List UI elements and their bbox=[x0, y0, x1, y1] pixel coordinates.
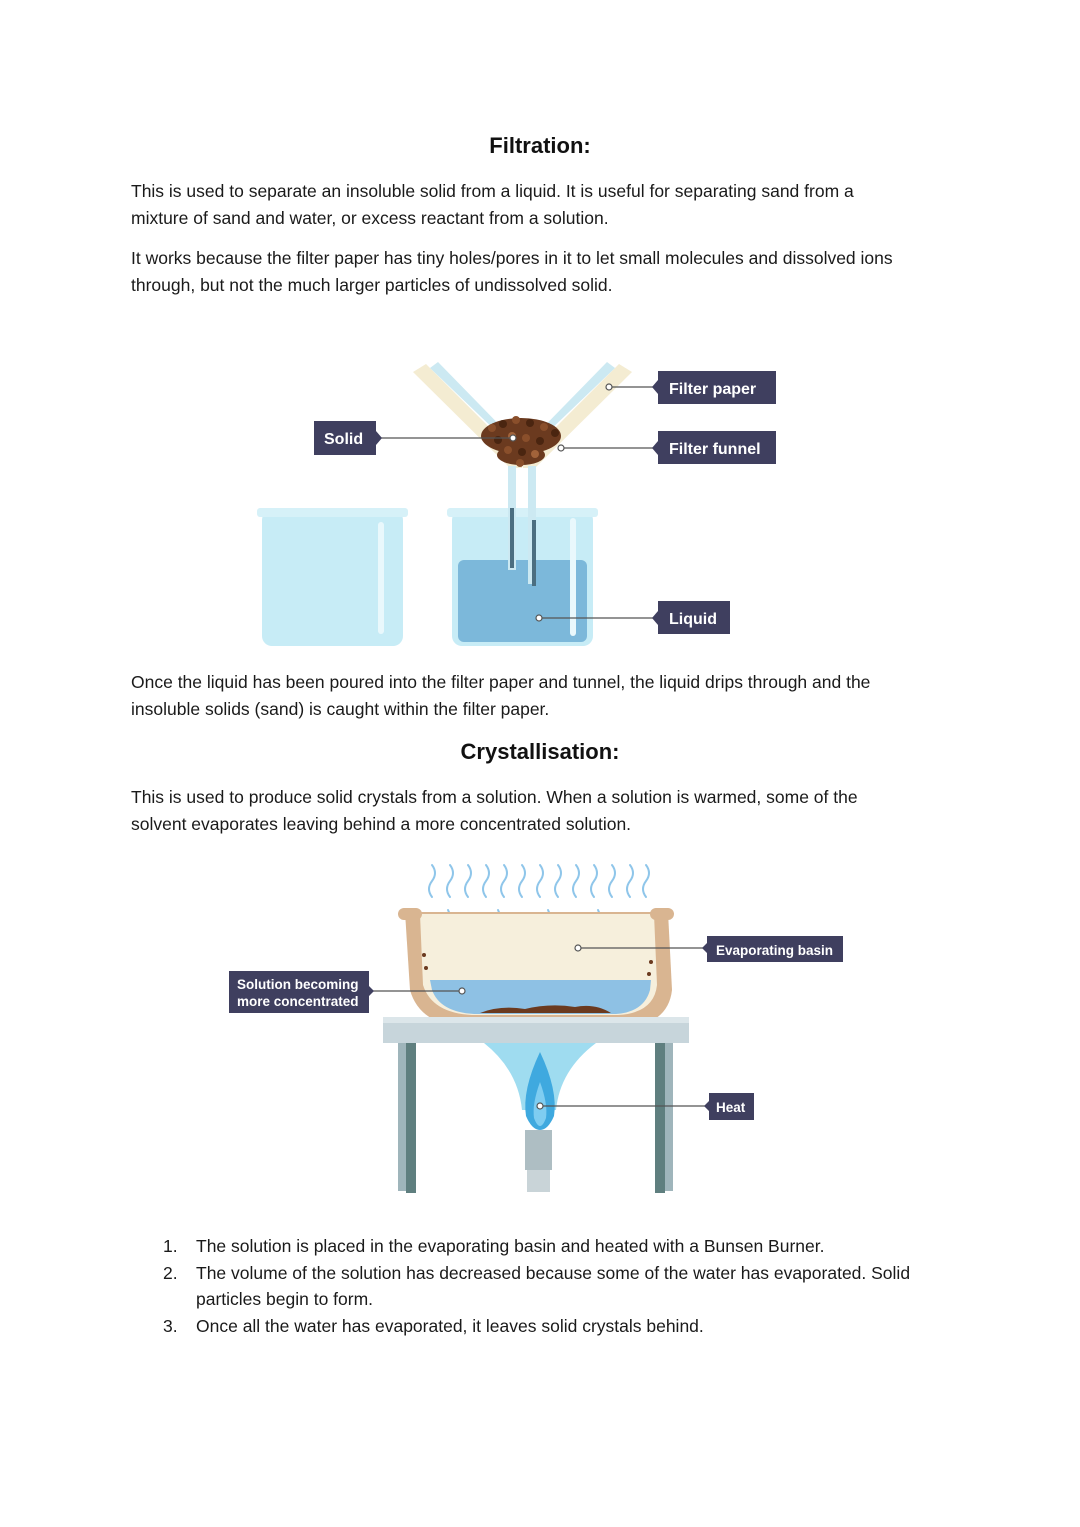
evaporating-basin bbox=[398, 908, 674, 1028]
svg-text:Heat: Heat bbox=[716, 1100, 746, 1115]
liquid-filtrate bbox=[458, 560, 587, 642]
svg-text:Liquid: Liquid bbox=[669, 611, 717, 628]
svg-text:Solid: Solid bbox=[324, 431, 364, 448]
label-filter-paper bbox=[652, 371, 776, 404]
label-filter-funnel bbox=[652, 431, 776, 464]
crystallisation-steps-list bbox=[163, 1233, 963, 1339]
label-heat bbox=[704, 1093, 754, 1120]
filtration-heading: Filtration: bbox=[489, 133, 591, 158]
list-item: 1. The solution is placed in the evaporating basin and heated with a Bunsen Burner. bbox=[163, 1236, 825, 1256]
solid-sand bbox=[481, 416, 561, 467]
list-item: 3. Once all the water has evaporated, it leaves solid crystals behind. bbox=[163, 1315, 704, 1336]
label-liquid bbox=[652, 601, 730, 634]
label-solution-becoming-more-concentrated bbox=[229, 971, 374, 1013]
empty-beaker bbox=[257, 508, 408, 646]
list-item: 2. The volume of the solution has decreased because some of the water has evaporated. Solid particles begin to form. bbox=[163, 1262, 911, 1309]
svg-text:more concentrated: more concentrated bbox=[237, 994, 359, 1009]
label-solid bbox=[314, 421, 382, 455]
svg-text:Evaporating basin: Evaporating basin bbox=[716, 943, 834, 958]
crystallisation-heading: Crystallisation: bbox=[460, 739, 620, 764]
filtration-intro-paragraph: This is used to separate an insoluble solid from a liquid. It is useful for separating sand from a mixture of sand and water, or excess reactant from a solution. bbox=[131, 181, 854, 228]
svg-text:Filter funnel: Filter funnel bbox=[669, 441, 761, 458]
bunsen-burner bbox=[484, 1043, 596, 1192]
collecting-beaker bbox=[447, 508, 598, 646]
filtration-how-it-works-paragraph: It works because the filter paper has tiny holes/pores in it to let small molecules and dissolved ions through, but not the much larger particles of undissolved solid. bbox=[131, 248, 893, 295]
svg-text:Solution becoming: Solution becoming bbox=[237, 977, 359, 992]
filtration-process-paragraph: Once the liquid has been poured into the filter paper and tunnel, the liquid drips through and the insoluble solids (sand) is caught within the filter paper. bbox=[131, 672, 871, 719]
crystallisation-intro-paragraph: This is used to produce solid crystals from a solution. When a solution is warmed, some of the solvent evaporates leaving behind a more concentrated solution. bbox=[131, 787, 858, 834]
svg-text:Filter paper: Filter paper bbox=[669, 381, 757, 398]
label-evaporating-basin bbox=[702, 936, 843, 962]
